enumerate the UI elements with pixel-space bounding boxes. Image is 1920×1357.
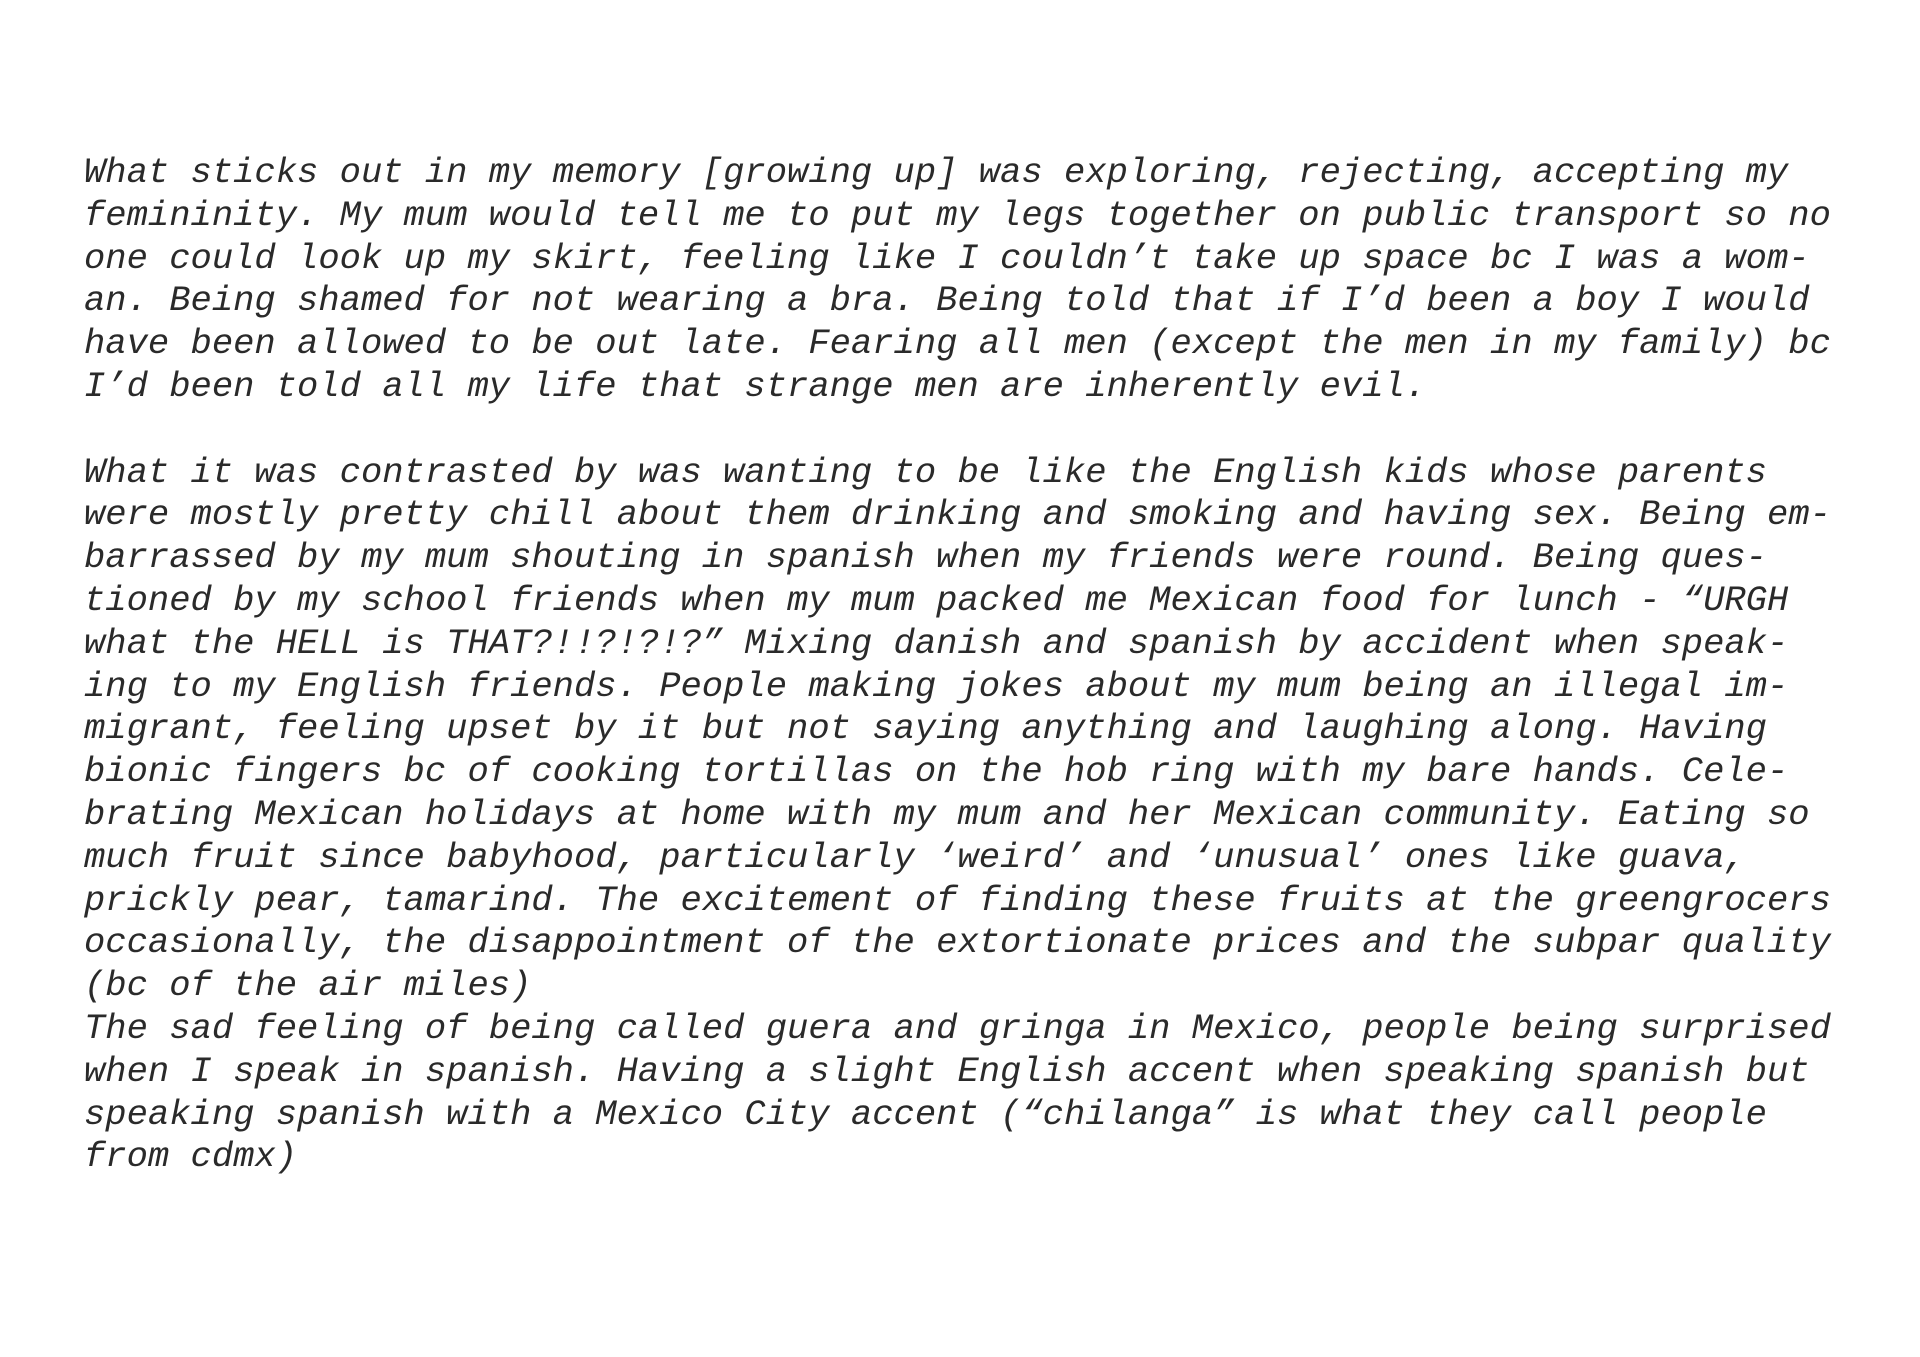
paragraph-2 [84, 452, 1884, 1008]
text-line: tioned by my school friends when my mum packed me Mexican food for lunch - “URGH [84, 579, 1789, 621]
text-line: bionic fingers bc of cooking tortillas on the hob ring with my bare hands. Cele- [84, 751, 1789, 793]
text-line: what the HELL is THAT?!!?!?!?” Mixing danish and spanish by accident when speak- [84, 622, 1789, 664]
text-line: What it was contrasted by was wanting to be like the English kids whose parents [84, 451, 1767, 493]
paragraph-1 [84, 152, 1884, 409]
text-line: prickly pear, tamarind. The excitement of finding these fruits at the greengrocers [84, 879, 1831, 921]
text-line: migrant, feeling upset by it but not saying anything and laughing along. Having [84, 708, 1767, 750]
text-line: one could look up my skirt, feeling like I couldn’t take up space bc I was a wom- [84, 237, 1810, 279]
text-line: ing to my English friends. People making jokes about my mum being an illegal im- [84, 665, 1789, 707]
text-line: barrassed by my mum shouting in spanish when my friends were round. Being ques- [84, 537, 1767, 579]
text-line: (bc of the air miles) [84, 965, 532, 1007]
text-line: an. Being shamed for not wearing a bra. Being told that if I’d been a boy I would [84, 280, 1810, 322]
paragraph-3 [84, 1008, 1884, 1179]
text-line: were mostly pretty chill about them drinking and smoking and having sex. Being em- [84, 494, 1831, 536]
text-line: I’d been told all my life that strange men are inherently evil. [84, 365, 1427, 407]
text-line: The sad feeling of being called guera and gringa in Mexico, people being surprised [84, 1007, 1831, 1049]
text-line: What sticks out in my memory [growing up] was exploring, rejecting, accepting my [84, 152, 1789, 193]
text-line: femininity. My mum would tell me to put my legs together on public transport so no [84, 194, 1831, 236]
text-line: occasionally, the disappointment of the extortionate prices and the subpar quality [84, 922, 1831, 964]
text-line: brating Mexican holidays at home with my mum and her Mexican community. Eating so [84, 793, 1810, 835]
text-line: when I speak in spanish. Having a slight English accent when speaking spanish but [84, 1050, 1810, 1092]
document-text [84, 152, 1884, 1179]
paragraph-gap [84, 409, 1884, 452]
text-line: much fruit since babyhood, particularly ‘weird’ and ‘unusual’ ones like guava, [84, 836, 1746, 878]
text-line: speaking spanish with a Mexico City accent (“chilanga” is what they call people [84, 1093, 1767, 1135]
text-line: have been allowed to be out late. Fearing all men (except the men in my family) bc [84, 323, 1831, 365]
text-line: from cdmx) [84, 1136, 298, 1178]
